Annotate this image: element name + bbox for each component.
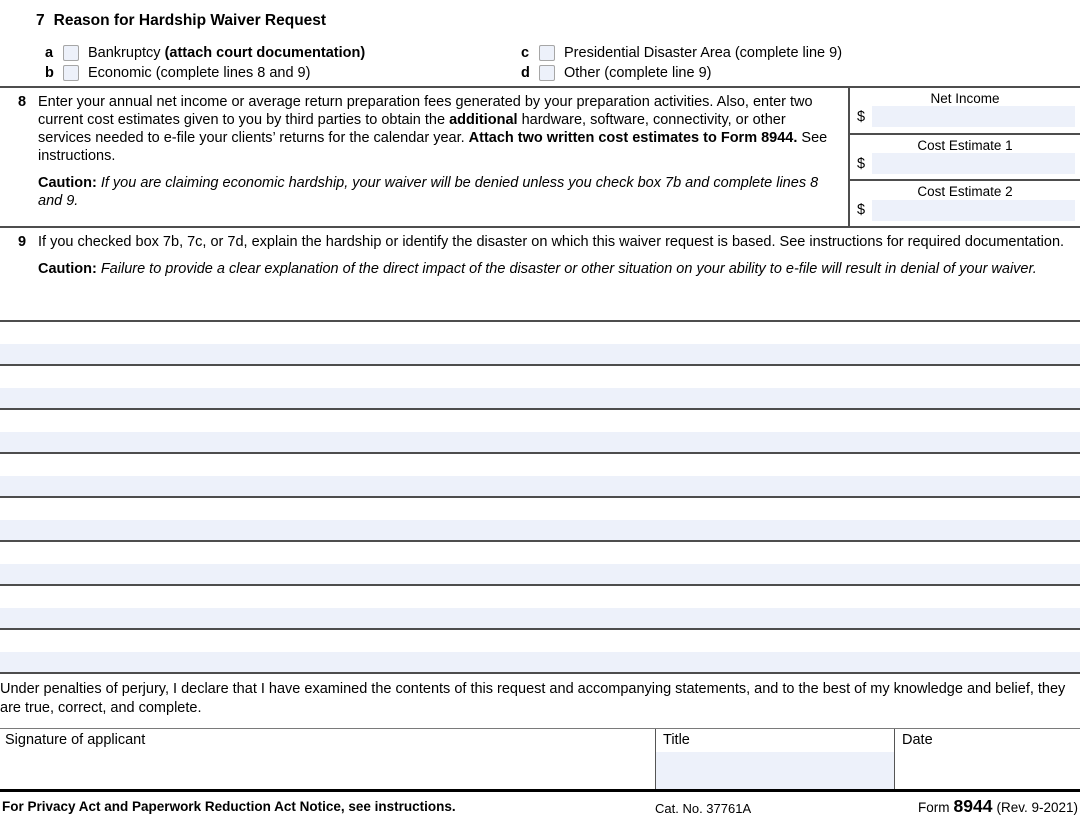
explanation-line-input-4[interactable] [0,476,1080,498]
line8-caution-text: If you are claiming economic hardship, your waiver will be denied unless you check box 7b and complete lines 8 and 9. [38,175,819,209]
cost-estimate-2-cell [850,181,1080,226]
cost-estimate-1-cell [850,135,1080,182]
option-7c-label [564,45,842,61]
line8-text-1: Enter your annual net income or average return preparation fees generated by your preparation activities. Also, enter two current cost estimates given to you by third parties to obtain the [38,94,813,128]
perjury-declaration: Under penalties of perjury, I declare that I have examined the contents of this request and accompanying statements, and to the best of my knowledge and belief, they are true, correct, and complete. [0,681,1066,716]
checkbox-7d[interactable] [539,65,555,81]
line8-number: 8 [18,94,27,110]
line7-options [0,43,1080,83]
signature-table [0,728,1080,792]
line8-caution-label: Caution: [38,175,97,191]
form-number-block [918,796,1078,817]
line8-text [38,93,848,226]
option-7a-text: Bankruptcy [88,45,165,61]
option-7b-letter: b [45,65,54,81]
date-cell[interactable] [894,729,1080,789]
form-footer [0,792,1080,818]
option-7b [45,63,521,83]
option-7a [45,43,521,63]
line7-options-right [521,43,1080,83]
cost-estimate-1-label: Cost Estimate 1 [917,137,1013,153]
explanation-line-input-6[interactable] [0,564,1080,586]
line8-caution [38,174,840,210]
net-income-cell [850,88,1080,135]
line9-text [38,233,1080,320]
line7-title: Reason for Hardship Waiver Request [53,12,327,29]
explanation-area [0,344,1080,674]
line9-number: 9 [18,234,27,250]
line8-text-3: See instructions. [38,130,828,164]
line8-text-bold-2: Attach two written cost estimates to Form 8944. [468,130,798,146]
option-7d-letter: d [521,65,530,81]
option-7c-letter: c [521,45,530,61]
date-label: Date [902,732,933,748]
option-7c [521,43,1080,63]
checkbox-7c[interactable] [539,45,555,61]
option-7a-letter: a [45,45,54,61]
line8-text-bold-1: additional [449,112,518,128]
explanation-line-input-1[interactable] [0,344,1080,366]
title-input[interactable] [656,752,894,789]
line9-caution-text: Failure to provide a clear explanation of the direct impact of the disaster or other situation on your ability to e-file will result in denial of your waiver. [96,261,1037,277]
line7-heading [0,12,1080,30]
dollar-sign: $ [857,202,866,219]
section-line8 [0,88,1080,228]
option-7d-label [564,65,711,81]
explanation-line-input-8[interactable] [0,652,1080,674]
option-7b-label [88,65,310,81]
explanation-line-input-3[interactable] [0,432,1080,454]
section-line9 [0,228,1080,322]
signature-cell[interactable] [0,729,655,789]
privacy-notice: For Privacy Act and Paperwork Reduction Act Notice, see instructions. [2,799,456,814]
line7-number: 7 [36,12,45,29]
dollar-sign: $ [857,155,866,172]
option-7b-text: Economic (complete lines 8 and 9) [88,65,311,81]
catalog-number: Cat. No. 37761A [655,801,752,816]
explanation-line-input-7[interactable] [0,608,1080,630]
line9-caution-label: Caution: [38,261,97,277]
cost-estimate-2-input[interactable] [872,200,1075,221]
line8-paragraph [38,93,840,165]
form-revision: (Rev. 9-2021) [996,800,1078,815]
line8-text-2: hardware, software, connectivity, or other services needed to e-file your clients’ returns for the calendar year. [38,112,786,146]
title-cell [655,729,894,789]
explanation-line-input-2[interactable] [0,388,1080,410]
option-7a-label [88,45,365,61]
form-word: Form [918,800,950,815]
net-income-row [850,106,1080,133]
line8-text-block [0,88,848,226]
option-7d [521,63,1080,83]
title-label: Title [663,732,690,748]
net-income-label: Net Income [930,91,1000,106]
explanation-line-input-5[interactable] [0,520,1080,542]
checkbox-7b[interactable] [63,65,79,81]
net-income-input[interactable] [872,106,1075,127]
cost-estimate-2-label: Cost Estimate 2 [917,184,1013,200]
form-number: 8944 [953,796,993,816]
line9-paragraph: If you checked box 7b, 7c, or 7d, explain the hardship or identify the disaster on which this waiver request is based. See instructions for required documentation. [38,234,1065,250]
signature-label: Signature of applicant [5,732,146,748]
cost-estimate-2-row [850,199,1080,226]
cost-estimate-1-row [850,153,1080,180]
option-7c-text: Presidential Disaster Area (complete line 9) [564,45,843,61]
line7-options-left [0,43,521,83]
section-line7 [0,0,1080,88]
line9-caution [38,260,1078,278]
option-7d-text: Other (complete line 9) [564,65,712,81]
cost-estimate-1-input[interactable] [872,153,1075,174]
line8-amount-column [848,88,1080,226]
dollar-sign: $ [857,108,866,125]
checkbox-7a[interactable] [63,45,79,61]
option-7a-bold-text: (attach court documentation) [164,45,366,61]
